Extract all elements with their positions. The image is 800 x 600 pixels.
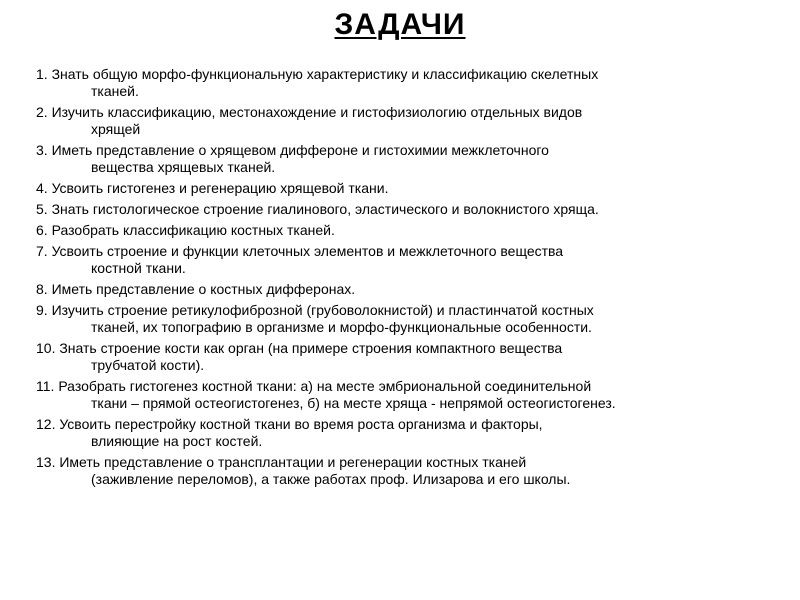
task-text: 4. Усвоить гистогенез и регенерацию хрящевой ткани. (36, 180, 389, 196)
task-item (36, 201, 766, 218)
task-item (36, 222, 766, 239)
task-item (36, 243, 766, 277)
task-text-continued: тканей, их топографию в организме и морфо-функциональные особенности. (91, 319, 592, 335)
task-text: 13. Иметь представление о трансплантации и регенерации костных тканей (36, 454, 527, 470)
task-item (36, 180, 766, 197)
task-text: 5. Знать гистологическое строение гиалинового, эластического и волокнистого хряща. (36, 201, 599, 217)
task-item (36, 378, 766, 412)
task-text-continued: влияющие на рост костей. (91, 433, 263, 449)
slide-title: ЗАДАЧИ (334, 8, 466, 41)
task-item (36, 454, 766, 488)
task-text-continued: костной ткани. (91, 260, 186, 276)
task-text: 1. Знать общую морфо-функциональную характеристику и классификацию скелетных (36, 66, 599, 82)
task-item (36, 104, 766, 138)
task-list (36, 66, 766, 492)
task-text-continued: вещества хрящевых тканей. (91, 159, 276, 175)
task-item (36, 142, 766, 176)
task-text-continued: тканей. (91, 83, 139, 99)
task-item (36, 66, 766, 100)
task-text-continued: хрящей (91, 121, 141, 137)
task-item (36, 281, 766, 298)
task-text: 12. Усвоить перестройку костной ткани во время роста организма и факторы, (36, 416, 543, 432)
task-text: 7. Усвоить строение и функции клеточных элементов и межклеточного вещества (36, 243, 564, 259)
task-item (36, 416, 766, 450)
task-item (36, 340, 766, 374)
task-text-continued: (заживление переломов), а также работах проф. Илизарова и его школы. (91, 471, 571, 487)
task-text: 2. Изучить классификацию, местонахождение и гистофизиологию отдельных видов (36, 104, 583, 120)
task-item (36, 302, 766, 336)
task-text: 6. Разобрать классификацию костных тканей. (36, 222, 335, 238)
task-text: 8. Иметь представление о костных дифферонах. (36, 281, 356, 297)
task-text: 11. Разобрать гистогенез костной ткани: а) на месте эмбриональной соединительной (36, 378, 592, 394)
task-text: 9. Изучить строение ретикулофиброзной (грубоволокнистой) и пластинчатой костных (36, 302, 594, 318)
task-text: 10. Знать строение кости как орган (на примере строения компактного вещества (36, 340, 563, 356)
task-text: 3. Иметь представление о хрящевом диффероне и гистохимии межклеточного (36, 142, 549, 158)
task-text-continued: ткани – прямой остеогистогенез, б) на месте хряща - непрямой остеогистогенез. (91, 395, 616, 411)
task-text-continued: трубчатой кости). (91, 357, 205, 373)
